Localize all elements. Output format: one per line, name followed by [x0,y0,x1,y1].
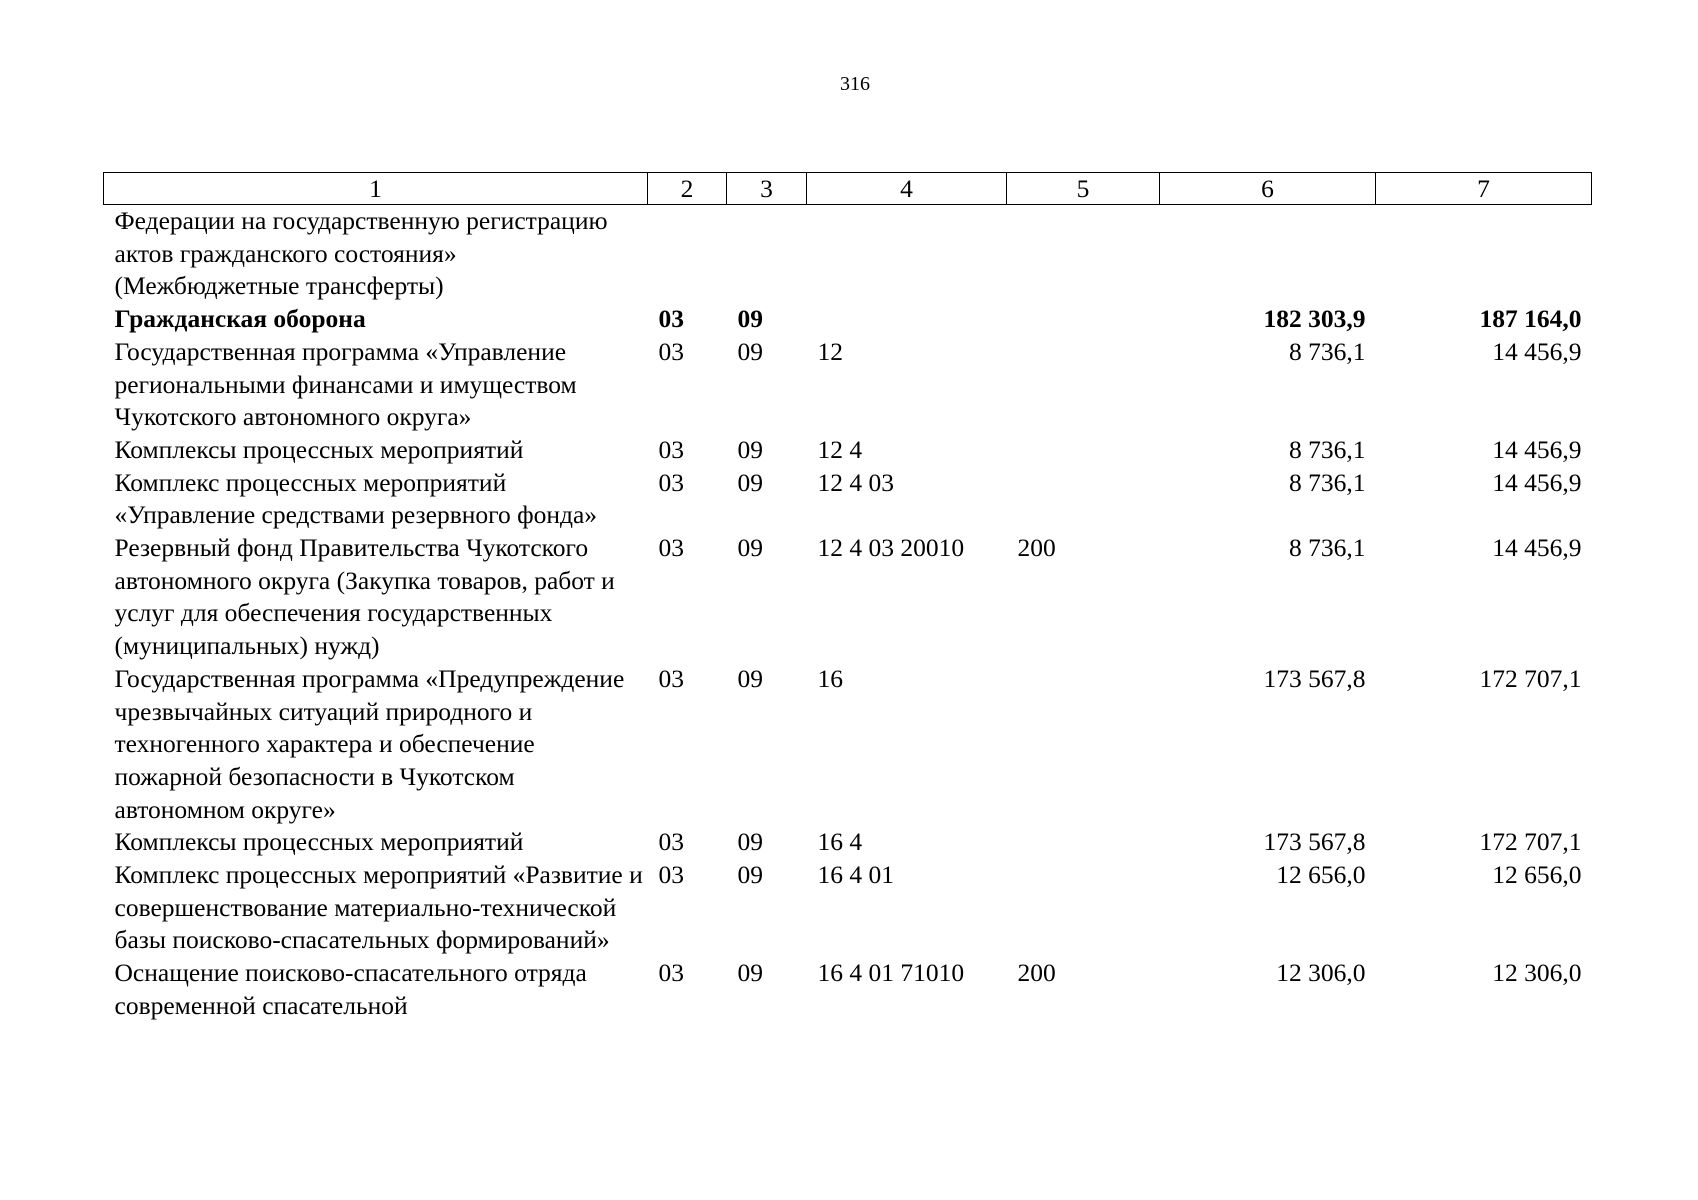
header-col-3: 3 [727,173,807,205]
row-section: 03 [658,860,684,890]
row-subsection: 09 [737,663,763,693]
row-name: Резервный фонд Правительства Чукотского автономного округа (Закупка товаров, работ и услуг для обеспечения государственных (муниципальных) нужд) [114,533,615,661]
table-row [104,336,1592,434]
row-subsection: 09 [737,860,763,890]
row-amount-col7: 172 707,1 [1479,663,1582,693]
row-amount-col6: 182 303,9 [1263,304,1366,334]
row-amount-col7: 14 456,9 [1492,533,1582,563]
row-expense-type [1007,663,1160,827]
table-row [104,532,1592,663]
header-col-4: 4 [807,173,1007,205]
row-name: Комплексы процессных мероприятий [114,434,524,464]
row-subsection: 09 [737,336,763,366]
row-subsection [727,205,807,304]
row-amount-col7: 12 306,0 [1492,958,1582,988]
row-name: Комплекс процессных мероприятий «Управление средствами резервного фонда» [114,467,598,530]
row-subsection: 09 [737,467,763,497]
row-amount-col6: 8 736,1 [1289,467,1366,497]
row-section: 03 [658,827,684,857]
row-section: 03 [658,434,684,464]
row-target-article [807,303,1007,336]
row-target-article: 12 4 [817,434,863,464]
table-row [104,467,1592,532]
row-amount-col6: 12 656,0 [1276,860,1366,890]
table-row [104,663,1592,827]
row-expense-type [1007,826,1160,859]
row-target-article: 12 4 03 20010 [817,533,965,563]
row-expense-type [1007,859,1160,957]
row-name: Оснащение поисково-спасательного отряда современной спасательной [114,958,587,1020]
table-row [104,859,1592,957]
row-amount-col7: 172 707,1 [1479,827,1582,857]
row-expense-type: 200 [1017,958,1056,988]
row-subsection: 09 [737,304,763,334]
row-section: 03 [658,958,684,988]
table-row [104,434,1592,467]
table-body [104,205,1592,1023]
row-target-article: 12 4 03 [817,467,894,497]
row-name: Гражданская оборона [114,304,366,334]
row-expense-type [1007,336,1160,434]
row-expense-type [1007,467,1160,532]
header-col-5: 5 [1007,173,1160,205]
row-name: Комплексы процессных мероприятий [114,827,524,857]
header-col-6: 6 [1160,173,1376,205]
row-section [648,205,727,304]
row-name: Государственная программа «Предупреждение чрезвычайных ситуаций природного и техногенного характера и обеспечение пожарной безопасности в Чукотском автономном округе» [114,663,625,824]
row-amount-col6: 173 567,8 [1263,827,1366,857]
budget-table [103,172,1592,1023]
row-name: Федерации на государственную регистрацию актов гражданского состояния» (Межбюджетные трансферты) [114,206,608,301]
row-target-article: 16 4 01 [817,860,894,890]
row-target-article: 16 4 [817,827,863,857]
row-amount-col6: 12 306,0 [1276,958,1366,988]
row-amount-col6: 173 567,8 [1263,663,1366,693]
table-row [104,303,1592,336]
row-amount-col7: 14 456,9 [1492,434,1582,464]
row-name: Государственная программа «Управление региональными финансами и имуществом Чукотского автономного округа» [114,336,577,432]
row-amount-col7: 14 456,9 [1492,467,1582,497]
page-number: 316 [840,73,870,95]
row-subsection: 09 [737,533,763,563]
row-expense-type [1007,205,1160,304]
header-col-7: 7 [1376,173,1592,205]
table-header-row [104,173,1592,205]
header-col-1: 1 [104,173,648,205]
row-section: 03 [658,533,684,563]
table-row [104,205,1592,304]
row-target-article: 16 4 01 71010 [817,958,965,988]
row-expense-type: 200 [1017,533,1056,563]
row-expense-type [1007,303,1160,336]
row-target-article: 12 [817,336,843,366]
row-amount-col7: 12 656,0 [1492,860,1582,890]
row-target-article: 16 [817,663,843,693]
row-subsection: 09 [737,958,763,988]
row-subsection: 09 [737,434,763,464]
row-amount-col6: 8 736,1 [1289,336,1366,366]
table-row [104,826,1592,859]
row-section: 03 [658,336,684,366]
header-col-2: 2 [648,173,727,205]
row-amount-col7: 14 456,9 [1492,336,1582,366]
row-section: 03 [658,304,684,334]
row-name: Комплекс процессных мероприятий «Развитие и совершенствование материально-технической базы поисково-спасательных формирований» [114,860,643,955]
row-section: 03 [658,663,684,693]
row-amount-col6 [1160,205,1376,304]
row-subsection: 09 [737,827,763,857]
row-amount-col6: 8 736,1 [1289,434,1366,464]
row-section: 03 [658,467,684,497]
row-amount-col7 [1376,205,1592,304]
row-amount-col6: 8 736,1 [1289,533,1366,563]
row-amount-col7: 187 164,0 [1479,304,1582,334]
row-target-article [807,205,1007,304]
row-expense-type [1007,434,1160,467]
table-row [104,957,1592,1022]
